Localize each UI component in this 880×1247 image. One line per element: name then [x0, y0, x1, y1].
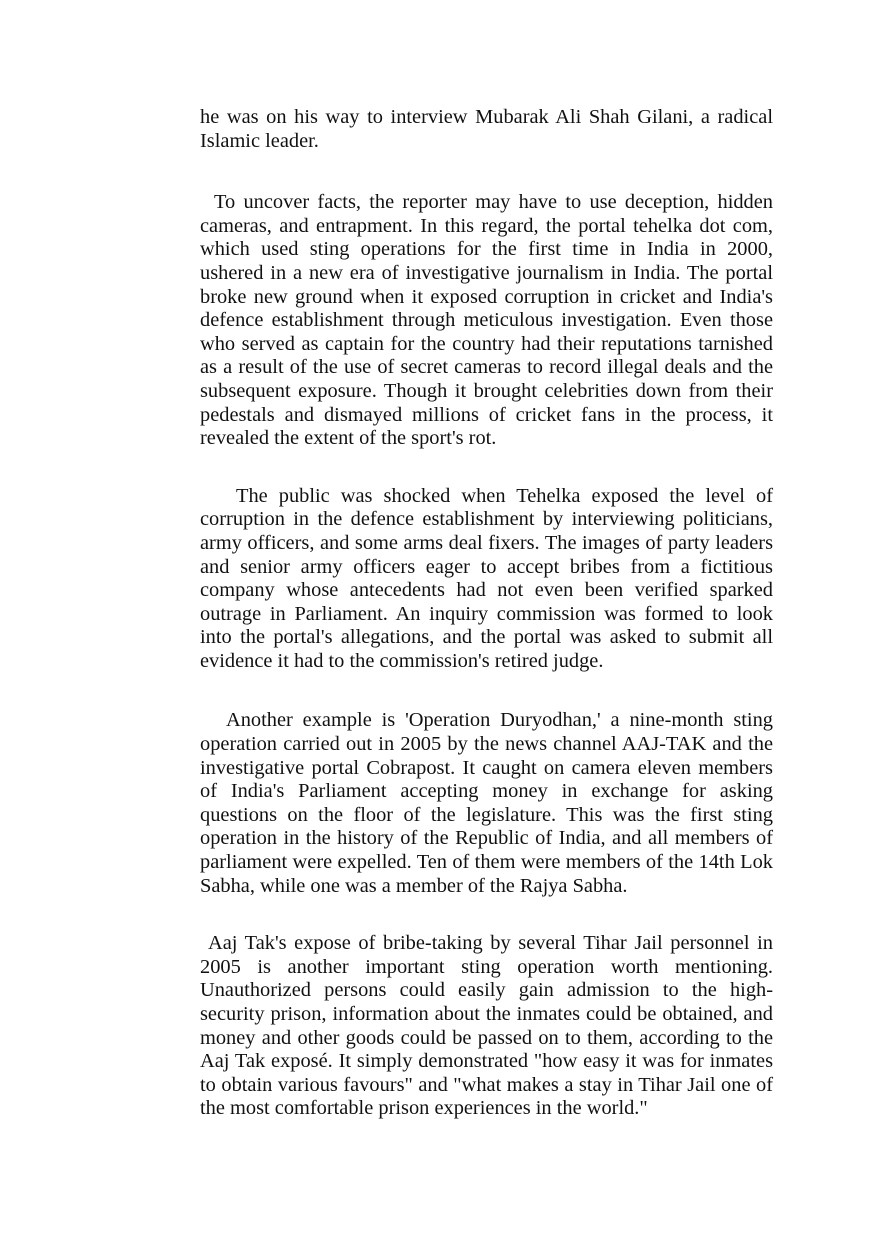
- paragraph-tihar-jail: Aaj Tak's expose of bribe-taking by several Tihar Jail personnel in 2005 is another important sting operation worth mentioning. Unauthorized persons could easily gain admission to the high-security prison, information about the inmates could be obtained, and money and other goods could be passed on to them, according to the Aaj Tak exposé. It simply demonstrated "how easy it was for inmates to obtain various favours" and "what makes a stay in Tihar Jail one of the most comfortable prison experiences in the world.": [200, 932, 773, 1120]
- paragraph-gilani: he was on his way to interview Mubarak Ali Shah Gilani, a radical Islamic leader.: [200, 106, 773, 152]
- paragraph-defence-expose: The public was shocked when Tehelka exposed the level of corruption in the defence establishment by interviewing politicians, army officers, and some arms deal fixers. The images of party leaders and senior army officers eager to accept bribes from a fictitious company whose antecedents had not even been verified sparked outrage in Parliament. An inquiry commission was formed to look into the portal's allegations, and the portal was asked to submit all evidence it had to the commission's retired judge.: [200, 484, 773, 672]
- paragraph-operation-duryodhan: Another example is 'Operation Duryodhan,' a nine-month sting operation carried out in 2005 by the news channel AAJ-TAK and the investigative portal Cobrapost. It caught on camera eleven members of India's Parliament accepting money in exchange for asking questions on the floor of the legislature. This was the first sting operation in the history of the Republic of India, and all members of parliament were expelled. Ten of them were members of the 14th Lok Sabha, while one was a member of the Rajya Sabha.: [200, 709, 773, 897]
- document-page: [200, 106, 773, 1121]
- paragraph-tehelka-sting: To uncover facts, the reporter may have to use deception, hidden cameras, and entrapment. In this regard, the portal tehelka dot com, which used sting operations for the first time in India in 2000, ushered in a new era of investigative journalism in India. The portal broke new ground when it exposed corruption in cricket and India's defence establishment through meticulous investigation. Even those who served as captain for the country had their reputations tarnished as a result of the use of secret cameras to record illegal deals and the subsequent exposure. Though it brought celebrities down from their pedestals and dismayed millions of cricket fans in the process, it revealed the extent of the sport's rot.: [200, 191, 773, 450]
